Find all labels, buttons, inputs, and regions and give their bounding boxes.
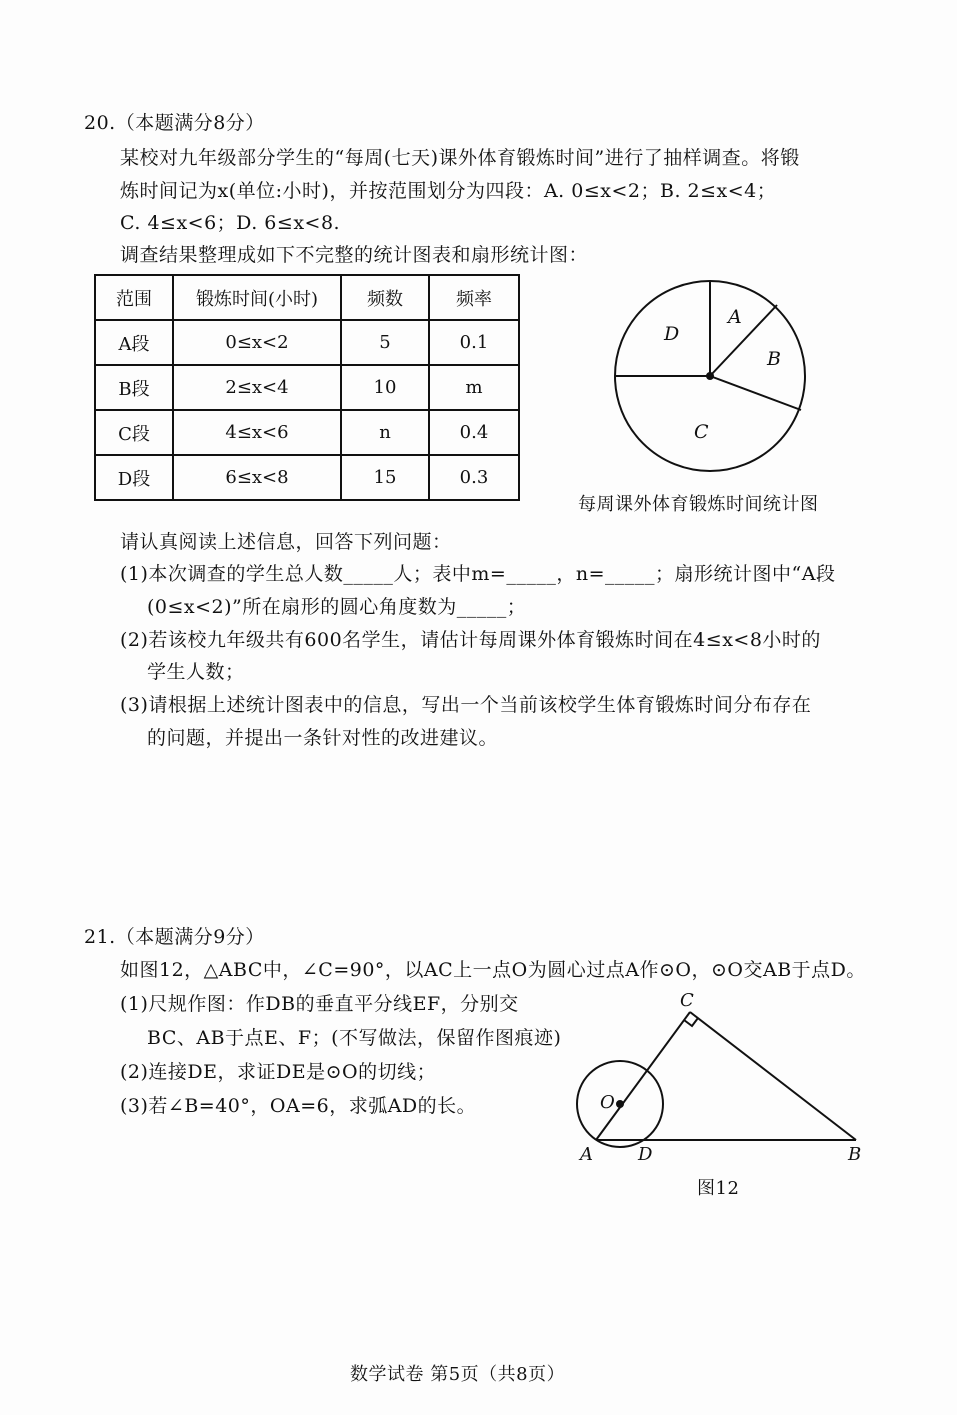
cell: 4≤x<6 <box>173 410 341 455</box>
cell: B段 <box>95 365 173 410</box>
segment-cb <box>690 1012 856 1140</box>
cell: 0.3 <box>429 455 519 500</box>
cell: n <box>341 410 429 455</box>
q20-question: (3)请根据上述统计图表中的信息，写出一个当前该校学生体育锻炼时间分布存在 <box>120 694 812 716</box>
point-label: O <box>600 1092 615 1113</box>
q20-line: 炼时间记为x(单位:小时)，并按范围划分为四段：A. 0≤x<2；B. 2≤x<4； <box>120 180 777 202</box>
pie-label: A <box>728 306 742 328</box>
cell: 5 <box>341 320 429 365</box>
q20-question: (0≤x<2)”所在扇形的圆心角度数为_____； <box>147 596 527 618</box>
pie-center <box>707 373 713 379</box>
cell: 0.1 <box>429 320 519 365</box>
pie-chart <box>615 281 805 471</box>
th: 范围 <box>95 275 173 320</box>
center-o <box>617 1101 623 1107</box>
cell: 6≤x<8 <box>173 455 341 500</box>
q21-line: (3)若∠B=40°，OA=6，求弧AD的长。 <box>120 1095 477 1117</box>
q20-question: 的问题，并提出一条针对性的改进建议。 <box>147 727 499 749</box>
th: 频数 <box>341 275 429 320</box>
q21-line: 如图12，△ABC中，∠C=90°，以AC上一点O为圆心过点A作⊙O，⊙O交AB于点D。 <box>120 959 866 981</box>
cell: C段 <box>95 410 173 455</box>
right-angle-mark <box>684 1018 698 1026</box>
q20-question: (2)若该校九年级共有600名学生，请估计每周课外体育锻炼时间在4≤x<8小时的 <box>120 629 821 651</box>
q21-line: (1)尺规作图：作DB的垂直平分线EF，分别交 <box>120 993 519 1015</box>
q20-line: 某校对九年级部分学生的“每周(七天)课外体育锻炼时间”进行了抽样调查。将锻 <box>120 147 800 169</box>
cell: 2≤x<4 <box>173 365 341 410</box>
q21-header: 21.（本题满分9分） <box>84 926 265 948</box>
point-label: D <box>638 1144 653 1165</box>
cell: 0≤x<2 <box>173 320 341 365</box>
cell: m <box>429 365 519 410</box>
point-label: B <box>848 1144 862 1165</box>
q20-header: 20.（本题满分8分） <box>84 112 265 134</box>
pie-label: C <box>694 421 709 443</box>
pie-divider <box>710 376 801 410</box>
pie-caption: 每周课外体育锻炼时间统计图 <box>578 494 819 515</box>
cell: 15 <box>341 455 429 500</box>
q20-line: C. 4≤x<6；D. 6≤x<8. <box>120 212 341 234</box>
q20-line: 调查结果整理成如下不完整的统计图表和扇形统计图： <box>120 244 589 266</box>
cell: D段 <box>95 455 173 500</box>
segment-ac <box>596 1012 690 1140</box>
q20-question: 请认真阅读上述信息，回答下列问题： <box>120 531 452 553</box>
pie-label: B <box>767 348 781 370</box>
figure-caption: 图12 <box>697 1178 740 1199</box>
triangle-figure <box>577 1012 856 1147</box>
q21-line: (2)连接DE，求证DE是⊙O的切线； <box>120 1061 437 1083</box>
pie-label: D <box>664 323 680 345</box>
th: 锻炼时间(小时) <box>173 275 341 320</box>
cell: 0.4 <box>429 410 519 455</box>
page-footer: 数学试卷 第5页（共8页） <box>350 1364 566 1385</box>
q20-question: 学生人数； <box>147 661 245 683</box>
point-label: A <box>580 1144 593 1165</box>
cell: 10 <box>341 365 429 410</box>
q21-line: BC、AB于点E、F；(不写做法，保留作图痕迹) <box>147 1027 562 1049</box>
cell: A段 <box>95 320 173 365</box>
point-label: C <box>680 990 694 1011</box>
q20-question: (1)本次调查的学生总人数_____人；表中m=_____，n=_____；扇形统计图中“A段 <box>120 563 836 585</box>
th: 频率 <box>429 275 519 320</box>
